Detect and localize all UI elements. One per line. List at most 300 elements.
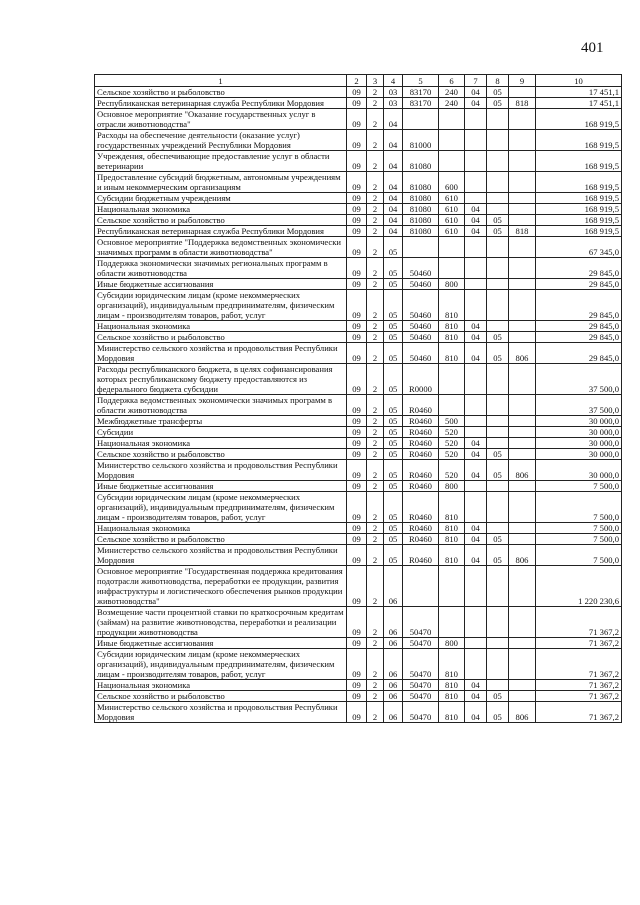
section-code: 04 (465, 332, 487, 343)
expense-direction-code: 50470 (403, 607, 439, 638)
activity-code: 06 (384, 566, 403, 607)
ministry-code (509, 364, 536, 395)
budget-item-name: Министерство сельского хозяйства и продовольствия Республики Мордовия (95, 343, 347, 364)
amount-cell: 71 367,2 (536, 607, 622, 638)
subprogram-code: 2 (367, 258, 384, 279)
amount-cell: 30 000,0 (536, 438, 622, 449)
budget-item-name: Основное мероприятие "Государственная поддержка кредитования подотрасли животноводства, переработки ее продукции, развития инфраструктуры и логистического обеспечения рынков продукции животноводства" (95, 566, 347, 607)
expense-direction-code: 50460 (403, 279, 439, 290)
activity-code: 06 (384, 680, 403, 691)
section-code (465, 481, 487, 492)
section-code: 04 (465, 449, 487, 460)
program-code: 09 (347, 237, 367, 258)
activity-code: 04 (384, 226, 403, 237)
expense-direction-code: R0460 (403, 438, 439, 449)
section-code: 04 (465, 321, 487, 332)
header-row (95, 75, 622, 87)
section-code: 04 (465, 702, 487, 723)
activity-code: 05 (384, 343, 403, 364)
subsection-code (487, 151, 509, 172)
program-code: 09 (347, 427, 367, 438)
amount-cell: 168 919,5 (536, 215, 622, 226)
budget-item-name: Министерство сельского хозяйства и продовольствия Республики Мордовия (95, 545, 347, 566)
ministry-code: 806 (509, 702, 536, 723)
section-code (465, 172, 487, 193)
expense-direction-code: R0460 (403, 534, 439, 545)
subprogram-code: 2 (367, 702, 384, 723)
column-header: 1 (95, 75, 347, 87)
section-code: 04 (465, 226, 487, 237)
ministry-code (509, 395, 536, 416)
subprogram-code: 2 (367, 566, 384, 607)
table-row (95, 607, 622, 638)
program-code: 09 (347, 130, 367, 151)
subsection-code (487, 193, 509, 204)
amount-cell: 29 845,0 (536, 321, 622, 332)
ministry-code (509, 523, 536, 534)
budget-item-name: Сельское хозяйство и рыболовство (95, 691, 347, 702)
subsection-code: 05 (487, 226, 509, 237)
program-code: 09 (347, 193, 367, 204)
section-code (465, 109, 487, 130)
table-row (95, 395, 622, 416)
amount-cell: 71 367,2 (536, 691, 622, 702)
budget-item-name: Республиканская ветеринарная служба Республики Мордовия (95, 98, 347, 109)
budget-item-name: Субсидии бюджетным учреждениям (95, 193, 347, 204)
program-code: 09 (347, 321, 367, 332)
table-row (95, 492, 622, 523)
expense-direction-code: 83170 (403, 87, 439, 98)
subsection-code (487, 237, 509, 258)
expense-direction-code: 81080 (403, 193, 439, 204)
table-row (95, 151, 622, 172)
section-code (465, 258, 487, 279)
section-code: 04 (465, 343, 487, 364)
activity-code: 03 (384, 98, 403, 109)
section-code (465, 427, 487, 438)
subsection-code: 05 (487, 98, 509, 109)
subprogram-code: 2 (367, 193, 384, 204)
expense-type-code: 240 (439, 98, 465, 109)
table-row (95, 258, 622, 279)
program-code: 09 (347, 702, 367, 723)
program-code: 09 (347, 545, 367, 566)
expense-type-code: 800 (439, 638, 465, 649)
subsection-code: 05 (487, 691, 509, 702)
column-header: 10 (536, 75, 622, 87)
program-code: 09 (347, 481, 367, 492)
table-row (95, 416, 622, 427)
subprogram-code: 2 (367, 109, 384, 130)
ministry-code (509, 427, 536, 438)
expense-direction-code: 50460 (403, 258, 439, 279)
amount-cell: 168 919,5 (536, 172, 622, 193)
expense-direction-code: 50470 (403, 680, 439, 691)
section-code: 04 (465, 680, 487, 691)
program-code: 09 (347, 438, 367, 449)
activity-code: 05 (384, 460, 403, 481)
subprogram-code: 2 (367, 226, 384, 237)
column-header: 6 (439, 75, 465, 87)
expense-direction-code: 83170 (403, 98, 439, 109)
table-row (95, 204, 622, 215)
subsection-code: 05 (487, 534, 509, 545)
ministry-code (509, 204, 536, 215)
column-header: 5 (403, 75, 439, 87)
activity-code: 05 (384, 416, 403, 427)
ministry-code (509, 534, 536, 545)
amount-cell: 71 367,2 (536, 702, 622, 723)
section-code (465, 237, 487, 258)
expense-type-code: 520 (439, 438, 465, 449)
amount-cell: 168 919,5 (536, 226, 622, 237)
subprogram-code: 2 (367, 607, 384, 638)
subsection-code (487, 172, 509, 193)
subprogram-code: 2 (367, 649, 384, 680)
activity-code: 05 (384, 427, 403, 438)
amount-cell: 30 000,0 (536, 460, 622, 481)
program-code: 09 (347, 691, 367, 702)
expense-direction-code: R0460 (403, 449, 439, 460)
program-code: 09 (347, 87, 367, 98)
subprogram-code: 2 (367, 364, 384, 395)
subsection-code: 05 (487, 545, 509, 566)
activity-code: 05 (384, 279, 403, 290)
section-code (465, 290, 487, 321)
expense-direction-code: R0460 (403, 492, 439, 523)
expense-type-code (439, 130, 465, 151)
ministry-code (509, 151, 536, 172)
budget-table (94, 74, 622, 723)
expense-direction-code: 50460 (403, 332, 439, 343)
table-row (95, 193, 622, 204)
subsection-code (487, 566, 509, 607)
table-row (95, 449, 622, 460)
program-code: 09 (347, 523, 367, 534)
section-code: 04 (465, 438, 487, 449)
program-code: 09 (347, 215, 367, 226)
amount-cell: 7 500,0 (536, 523, 622, 534)
expense-direction-code: 50460 (403, 321, 439, 332)
activity-code: 05 (384, 258, 403, 279)
budget-item-name: Субсидии юридическим лицам (кроме некоммерческих организаций), индивидуальным предпринимателям, физическим лицам - производителям товаров, работ, услуг (95, 649, 347, 680)
activity-code: 05 (384, 492, 403, 523)
expense-direction-code: 50460 (403, 290, 439, 321)
subprogram-code: 2 (367, 416, 384, 427)
subsection-code: 05 (487, 332, 509, 343)
amount-cell: 29 845,0 (536, 332, 622, 343)
amount-cell: 29 845,0 (536, 290, 622, 321)
amount-cell: 37 500,0 (536, 395, 622, 416)
activity-code: 03 (384, 87, 403, 98)
subprogram-code: 2 (367, 98, 384, 109)
subprogram-code: 2 (367, 321, 384, 332)
table-row (95, 691, 622, 702)
activity-code: 05 (384, 449, 403, 460)
subsection-code (487, 492, 509, 523)
ministry-code (509, 566, 536, 607)
budget-item-name: Сельское хозяйство и рыболовство (95, 534, 347, 545)
program-code: 09 (347, 98, 367, 109)
amount-cell: 168 919,5 (536, 151, 622, 172)
section-code: 04 (465, 523, 487, 534)
expense-type-code: 810 (439, 649, 465, 680)
column-header: 4 (384, 75, 403, 87)
table-row (95, 438, 622, 449)
ministry-code (509, 237, 536, 258)
amount-cell: 30 000,0 (536, 449, 622, 460)
expense-type-code: 810 (439, 523, 465, 534)
subprogram-code: 2 (367, 523, 384, 534)
ministry-code (509, 109, 536, 130)
subprogram-code: 2 (367, 691, 384, 702)
activity-code: 05 (384, 534, 403, 545)
table-row (95, 427, 622, 438)
table-row (95, 98, 622, 109)
expense-direction-code: R0460 (403, 481, 439, 492)
amount-cell: 67 345,0 (536, 237, 622, 258)
table-row (95, 534, 622, 545)
section-code: 04 (465, 691, 487, 702)
program-code: 09 (347, 258, 367, 279)
subprogram-code: 2 (367, 534, 384, 545)
activity-code: 06 (384, 607, 403, 638)
program-code: 09 (347, 460, 367, 481)
section-code: 04 (465, 204, 487, 215)
ministry-code (509, 691, 536, 702)
budget-item-name: Национальная экономика (95, 523, 347, 534)
subsection-code (487, 204, 509, 215)
subsection-code: 05 (487, 215, 509, 226)
expense-type-code: 810 (439, 534, 465, 545)
amount-cell: 168 919,5 (536, 204, 622, 215)
budget-item-name: Сельское хозяйство и рыболовство (95, 215, 347, 226)
expense-direction-code: 50470 (403, 702, 439, 723)
column-header: 3 (367, 75, 384, 87)
ministry-code (509, 172, 536, 193)
amount-cell: 1 220 230,6 (536, 566, 622, 607)
section-code (465, 649, 487, 680)
expense-type-code: 810 (439, 332, 465, 343)
ministry-code: 818 (509, 98, 536, 109)
table-row (95, 109, 622, 130)
table-row (95, 343, 622, 364)
table-row (95, 237, 622, 258)
budget-item-name: Иные бюджетные ассигнования (95, 481, 347, 492)
program-code: 09 (347, 638, 367, 649)
subprogram-code: 2 (367, 427, 384, 438)
section-code (465, 364, 487, 395)
expense-type-code: 800 (439, 279, 465, 290)
subprogram-code: 2 (367, 172, 384, 193)
amount-cell: 29 845,0 (536, 279, 622, 290)
amount-cell: 168 919,5 (536, 130, 622, 151)
activity-code: 05 (384, 364, 403, 395)
budget-item-name: Поддержка экономически значимых региональных программ в области животноводства (95, 258, 347, 279)
expense-type-code (439, 395, 465, 416)
table-row (95, 290, 622, 321)
section-code: 04 (465, 87, 487, 98)
table-row (95, 215, 622, 226)
subsection-code (487, 109, 509, 130)
table-row (95, 130, 622, 151)
budget-item-name: Республиканская ветеринарная служба Республики Мордовия (95, 226, 347, 237)
expense-direction-code: 81000 (403, 130, 439, 151)
expense-type-code: 810 (439, 680, 465, 691)
expense-direction-code: 50470 (403, 691, 439, 702)
budget-item-name: Основное мероприятие "Поддержка ведомственных экономически значимых программ в области животноводства" (95, 237, 347, 258)
expense-direction-code: R0460 (403, 545, 439, 566)
activity-code: 05 (384, 290, 403, 321)
expense-type-code: 610 (439, 226, 465, 237)
amount-cell: 29 845,0 (536, 258, 622, 279)
expense-type-code: 810 (439, 343, 465, 364)
ministry-code (509, 638, 536, 649)
amount-cell: 168 919,5 (536, 193, 622, 204)
section-code (465, 416, 487, 427)
ministry-code (509, 193, 536, 204)
ministry-code: 818 (509, 226, 536, 237)
subsection-code (487, 258, 509, 279)
budget-item-name: Сельское хозяйство и рыболовство (95, 87, 347, 98)
table-row (95, 649, 622, 680)
table-row (95, 87, 622, 98)
subprogram-code: 2 (367, 343, 384, 364)
expense-type-code (439, 109, 465, 130)
ministry-code (509, 290, 536, 321)
table-row (95, 638, 622, 649)
amount-cell: 17 451,1 (536, 87, 622, 98)
table-row (95, 460, 622, 481)
subprogram-code: 2 (367, 395, 384, 416)
budget-item-name: Субсидии (95, 427, 347, 438)
expense-type-code (439, 237, 465, 258)
ministry-code (509, 492, 536, 523)
subprogram-code: 2 (367, 87, 384, 98)
section-code (465, 279, 487, 290)
amount-cell: 168 919,5 (536, 109, 622, 130)
activity-code: 05 (384, 321, 403, 332)
budget-item-name: Национальная экономика (95, 204, 347, 215)
section-code (465, 130, 487, 151)
amount-cell: 37 500,0 (536, 364, 622, 395)
expense-type-code: 800 (439, 481, 465, 492)
expense-type-code: 810 (439, 290, 465, 321)
table-row (95, 364, 622, 395)
program-code: 09 (347, 151, 367, 172)
section-code (465, 151, 487, 172)
activity-code: 04 (384, 130, 403, 151)
program-code: 09 (347, 226, 367, 237)
subsection-code: 05 (487, 343, 509, 364)
subsection-code (487, 290, 509, 321)
program-code: 09 (347, 279, 367, 290)
budget-item-name: Национальная экономика (95, 321, 347, 332)
budget-item-name: Предоставление субсидий бюджетным, автономным учреждениям и иным некоммерческим организациям (95, 172, 347, 193)
budget-item-name: Иные бюджетные ассигнования (95, 638, 347, 649)
section-code (465, 395, 487, 416)
ministry-code (509, 215, 536, 226)
expense-direction-code: R0460 (403, 416, 439, 427)
subsection-code (487, 481, 509, 492)
section-code: 04 (465, 545, 487, 566)
subsection-code (487, 321, 509, 332)
activity-code: 04 (384, 172, 403, 193)
ministry-code: 806 (509, 343, 536, 364)
subsection-code (487, 416, 509, 427)
subsection-code: 05 (487, 87, 509, 98)
subsection-code (487, 649, 509, 680)
subprogram-code: 2 (367, 130, 384, 151)
amount-cell: 30 000,0 (536, 416, 622, 427)
budget-item-name: Основное мероприятие "Оказание государственных услуг в отрасли животноводства" (95, 109, 347, 130)
expense-direction-code: R0460 (403, 523, 439, 534)
table-row (95, 321, 622, 332)
section-code: 04 (465, 460, 487, 481)
activity-code: 05 (384, 332, 403, 343)
expense-type-code (439, 151, 465, 172)
activity-code: 05 (384, 395, 403, 416)
ministry-code (509, 438, 536, 449)
subsection-code (487, 607, 509, 638)
amount-cell: 7 500,0 (536, 545, 622, 566)
subprogram-code: 2 (367, 638, 384, 649)
activity-code: 06 (384, 702, 403, 723)
expense-type-code: 520 (439, 460, 465, 481)
ministry-code (509, 321, 536, 332)
subsection-code: 05 (487, 449, 509, 460)
ministry-code (509, 481, 536, 492)
expense-type-code: 500 (439, 416, 465, 427)
ministry-code (509, 87, 536, 98)
ministry-code (509, 416, 536, 427)
activity-code: 06 (384, 691, 403, 702)
ministry-code (509, 607, 536, 638)
amount-cell: 71 367,2 (536, 638, 622, 649)
budget-item-name: Министерство сельского хозяйства и продовольствия Республики Мордовия (95, 702, 347, 723)
section-code (465, 566, 487, 607)
table-row (95, 702, 622, 723)
subprogram-code: 2 (367, 215, 384, 226)
table-row (95, 226, 622, 237)
expense-direction-code: 81080 (403, 151, 439, 172)
amount-cell: 7 500,0 (536, 534, 622, 545)
subsection-code (487, 427, 509, 438)
activity-code: 05 (384, 545, 403, 566)
ministry-code (509, 649, 536, 680)
program-code: 09 (347, 534, 367, 545)
subprogram-code: 2 (367, 492, 384, 523)
activity-code: 05 (384, 438, 403, 449)
expense-direction-code: 50470 (403, 638, 439, 649)
page-number: 401 (581, 40, 604, 56)
program-code: 09 (347, 172, 367, 193)
column-header: 9 (509, 75, 536, 87)
budget-item-name: Министерство сельского хозяйства и продовольствия Республики Мордовия (95, 460, 347, 481)
budget-item-name: Субсидии юридическим лицам (кроме некоммерческих организаций), индивидуальным предпринимателям, физическим лицам - производителям товаров, работ, услуг (95, 290, 347, 321)
program-code: 09 (347, 649, 367, 680)
activity-code: 06 (384, 649, 403, 680)
subsection-code (487, 395, 509, 416)
expense-direction-code: R0460 (403, 427, 439, 438)
program-code: 09 (347, 204, 367, 215)
program-code: 09 (347, 343, 367, 364)
subprogram-code: 2 (367, 204, 384, 215)
program-code: 09 (347, 607, 367, 638)
program-code: 09 (347, 395, 367, 416)
table-row (95, 279, 622, 290)
expense-direction-code: 81080 (403, 226, 439, 237)
